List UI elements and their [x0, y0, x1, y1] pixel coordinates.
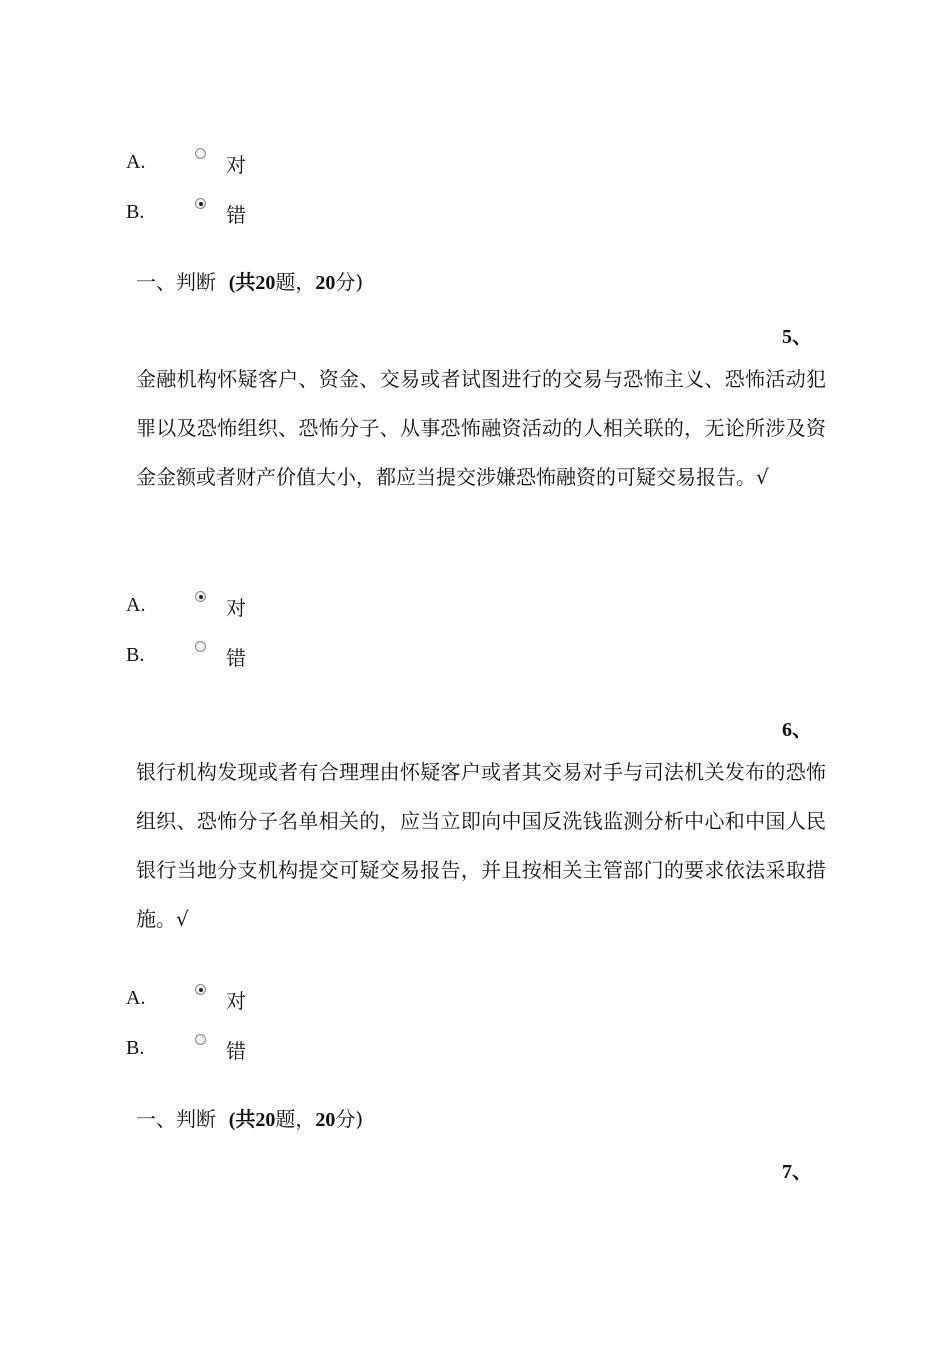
question-text: 金融机构怀疑客户、资金、交易或者试图进行的交易与恐怖主义、恐怖活动犯罪以及恐怖组织、恐怖分子、从事恐怖融资活动的人相关联的，无论所涉及资金金额或者财产价值大小，都应当提交涉嫌恐怖融资的可疑交易报告。√ — [136, 367, 826, 489]
section-header: 一、判断 (共20题，20分) — [136, 1107, 364, 1131]
question-number: 5、 — [782, 326, 812, 348]
option-label-a: 对 — [226, 153, 246, 177]
radio-a-block1[interactable] — [195, 148, 206, 159]
radio-b-q5[interactable] — [195, 641, 206, 652]
question-number: 7、 — [782, 1161, 812, 1183]
radio-b-q6[interactable] — [195, 1034, 206, 1045]
option-label-a: 对 — [226, 989, 246, 1013]
option-letter-b: B. — [126, 201, 145, 223]
option-letter-a: A. — [126, 987, 146, 1009]
section-header: 一、判断 (共20题，20分) — [136, 270, 364, 294]
option-letter-b: B. — [126, 1037, 145, 1059]
option-label-a: 对 — [226, 596, 246, 620]
radio-a-q5[interactable] — [195, 591, 206, 602]
radio-a-q6[interactable] — [195, 984, 206, 995]
radio-b-block1[interactable] — [195, 198, 206, 209]
question-number: 6、 — [782, 719, 812, 741]
option-letter-b: B. — [126, 644, 145, 666]
option-letter-a: A. — [126, 594, 146, 616]
option-letter-a: A. — [126, 151, 146, 173]
option-label-b: 错 — [226, 203, 246, 227]
option-label-b: 错 — [226, 1039, 246, 1063]
option-label-b: 错 — [226, 646, 246, 670]
question-text: 银行机构发现或者有合理理由怀疑客户或者其交易对手与司法机关发布的恐怖组织、恐怖分子名单相关的，应当立即向中国反洗钱监测分析中心和中国人民银行当地分支机构提交可疑交易报告，并且按相关主管部门的要求依法采取措施。√ — [136, 760, 826, 931]
